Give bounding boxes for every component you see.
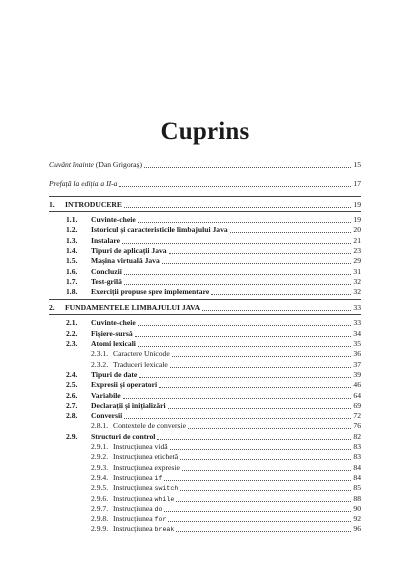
- code-keyword: if: [154, 474, 163, 482]
- page-number: 69: [353, 400, 361, 410]
- code-keyword: switch: [154, 485, 179, 493]
- entry-number: 2.2.: [66, 328, 78, 338]
- entry-title: Instrucțiunea etichetă: [113, 452, 179, 462]
- entry-title: Instalare: [91, 235, 120, 245]
- page-number: 96: [353, 524, 361, 534]
- section-entry: [49, 401, 361, 411]
- leader-dots: [176, 494, 351, 502]
- page-number: 19: [353, 200, 361, 209]
- subsection-entry: [49, 514, 361, 524]
- leader-dots: [135, 329, 352, 337]
- subsection-entry: [49, 473, 361, 483]
- page-number: 64: [353, 390, 361, 400]
- page-number: 35: [353, 339, 361, 348]
- section-entry: [49, 246, 361, 256]
- page-number: 39: [353, 369, 361, 379]
- entry-title: Instrucțiunea expresie: [113, 462, 180, 472]
- leader-dots: [172, 349, 352, 357]
- entry-title: Conversii: [91, 411, 123, 421]
- entry-title: Instrucțiunea for: [113, 514, 167, 524]
- page-number: 17: [353, 179, 361, 188]
- entry-number: 2.9.5.: [91, 483, 109, 493]
- leader-dots: [168, 514, 351, 522]
- entry-number: 2.6.: [66, 390, 78, 400]
- subsection-entry: [49, 421, 361, 431]
- subsection-entry: [49, 494, 361, 504]
- page-number: 72: [353, 411, 361, 421]
- entry-title: Prefață la ediția a II-a: [49, 179, 118, 188]
- entry-number: 2.3.: [66, 339, 78, 348]
- chapter-entry: [49, 303, 361, 313]
- front-matter-entry: [49, 179, 361, 189]
- front-matter-entry: [49, 160, 361, 170]
- leader-dots: [180, 483, 351, 491]
- entry-title: Cuvânt înainte (Dan Grigoraș): [49, 160, 143, 169]
- page-number: 85: [353, 483, 361, 493]
- page-number: 82: [353, 431, 361, 441]
- page-number: 34: [353, 328, 361, 338]
- page-number: 92: [353, 514, 361, 524]
- leader-dots: [119, 179, 351, 187]
- entry-title: FUNDAMENTELE LIMBAJULUI JAVA: [65, 303, 201, 313]
- entry-number: 1.1.: [66, 215, 78, 224]
- page-number: 23: [353, 245, 361, 255]
- entry-number: 1.6.: [66, 266, 78, 276]
- divider-rule: [49, 196, 361, 197]
- entry-title: Concluzii: [91, 266, 122, 276]
- entry-number: 1.5.: [66, 256, 78, 266]
- page-title: Cuprins: [160, 118, 250, 145]
- leader-dots: [169, 246, 352, 254]
- page-number: 37: [353, 359, 361, 369]
- subsection-entry: [49, 452, 361, 462]
- section-entry: [49, 411, 361, 421]
- entry-number: 1.3.: [66, 235, 78, 245]
- code-keyword: do: [154, 505, 163, 513]
- entry-number: 2.3.1.: [91, 349, 109, 359]
- code-keyword: while: [154, 495, 175, 503]
- section-entry: [49, 329, 361, 339]
- code-keyword: break: [154, 526, 175, 534]
- entry-author: (Dan Grigoraș): [95, 160, 143, 169]
- entry-number: 2.4.: [66, 369, 78, 379]
- section-entry: [49, 339, 361, 349]
- section-entry: [49, 236, 361, 246]
- section-entry: [49, 256, 361, 266]
- section-entry: [49, 287, 361, 297]
- entry-number: 2.9.8.: [91, 514, 109, 524]
- page-number: 33: [353, 318, 361, 328]
- leader-dots: [157, 432, 351, 440]
- entry-title: Cuvinte-cheie: [91, 215, 136, 224]
- entry-number: 2.9.9.: [91, 524, 109, 534]
- divider-rule: [49, 314, 361, 315]
- section-entry: [49, 215, 361, 225]
- section-entry: [49, 432, 361, 442]
- entry-number: 2.3.2.: [91, 359, 109, 369]
- leader-dots: [124, 411, 351, 419]
- subsection-entry: [49, 504, 361, 514]
- entry-title: Tipuri de date: [91, 369, 138, 379]
- section-entry: [49, 380, 361, 390]
- leader-dots: [162, 256, 352, 264]
- leader-dots: [164, 473, 351, 481]
- page-number: 88: [353, 493, 361, 503]
- chapter-entry: [49, 200, 361, 210]
- leader-dots: [159, 380, 351, 388]
- entry-number: 2.: [49, 303, 55, 313]
- page-number: 46: [353, 380, 361, 390]
- entry-title: Contextele de conversie: [113, 421, 186, 431]
- entry-title: Atomi lexicali: [91, 339, 136, 348]
- entry-number: 2.9.3.: [91, 462, 109, 472]
- entry-title: Cuvinte-cheie: [91, 318, 136, 328]
- leader-dots: [139, 370, 351, 378]
- leader-dots: [144, 160, 351, 168]
- page-number: 84: [353, 462, 361, 472]
- entry-title: Variabile: [91, 390, 121, 400]
- leader-dots: [124, 200, 351, 208]
- entry-title: Instrucțiunea break: [113, 524, 175, 534]
- entry-title: INTRODUCERE: [65, 200, 122, 209]
- page-number: 32: [353, 287, 361, 297]
- leader-dots: [182, 463, 352, 471]
- entry-number: 1.8.: [66, 287, 78, 297]
- page-number: 32: [353, 276, 361, 286]
- leader-dots: [168, 401, 352, 409]
- leader-dots: [170, 360, 352, 368]
- leader-dots: [176, 524, 351, 532]
- section-entry: [49, 370, 361, 380]
- leader-dots: [122, 236, 351, 244]
- page-number: 15: [353, 160, 361, 169]
- entry-number: 2.9.: [66, 431, 78, 441]
- entry-title: Structuri de control: [91, 431, 156, 441]
- page-number: 31: [353, 266, 361, 276]
- page-number: 76: [353, 421, 361, 431]
- subsection-entry: [49, 483, 361, 493]
- entry-number: 2.9.6.: [91, 493, 109, 503]
- leader-dots: [230, 225, 352, 233]
- subsection-entry: [49, 524, 361, 534]
- entry-title: Instrucțiunea vidă: [113, 442, 168, 451]
- entry-number: 2.9.7.: [91, 503, 109, 513]
- entry-number: 2.9.4.: [91, 472, 109, 482]
- entry-number: 2.5.: [66, 380, 78, 390]
- leader-dots: [164, 504, 351, 512]
- page-number: 36: [353, 349, 361, 359]
- entry-title: Traduceri lexicale: [113, 359, 168, 369]
- entry-title: Caractere Unicode: [113, 349, 170, 359]
- page-number: 20: [353, 225, 361, 235]
- section-entry: [49, 267, 361, 277]
- page-number: 90: [353, 503, 361, 513]
- leader-dots: [211, 287, 351, 295]
- section-entry: [49, 225, 361, 235]
- leader-dots: [124, 267, 352, 275]
- subsection-entry: [49, 349, 361, 359]
- subsection-entry: [49, 442, 361, 452]
- page-number: 19: [353, 215, 361, 224]
- leader-dots: [138, 318, 352, 326]
- page-number: 21: [353, 235, 361, 245]
- leader-dots: [124, 277, 351, 285]
- entry-title: Istoricul și caracteristicile limbajului Java: [91, 225, 228, 235]
- divider-rule: [49, 299, 361, 300]
- page-number: 83: [353, 442, 361, 451]
- entry-number: 2.7.: [66, 400, 78, 410]
- code-keyword: for: [154, 516, 167, 524]
- leader-dots: [138, 215, 352, 223]
- leader-dots: [123, 391, 352, 399]
- leader-dots: [202, 303, 351, 311]
- entry-title: Declarații și inițializări: [91, 400, 166, 410]
- entry-number: 2.1.: [66, 318, 78, 328]
- entry-number: 2.9.2.: [91, 452, 109, 462]
- entry-title: Instrucțiunea switch: [113, 483, 179, 493]
- entry-title: Instrucțiunea if: [113, 472, 163, 482]
- entry-title: Fișiere-sursă: [91, 328, 133, 338]
- section-entry: [49, 277, 361, 287]
- page-number: 84: [353, 472, 361, 482]
- page-number: 29: [353, 256, 361, 266]
- entry-number: 1.4.: [66, 245, 78, 255]
- entry-title: Tipuri de aplicații Java: [91, 245, 167, 255]
- entry-number: 2.9.1.: [91, 442, 109, 451]
- entry-title: Test-grilă: [91, 276, 122, 286]
- entry-number: 1.2.: [66, 225, 78, 235]
- entry-title: Exerciții propuse spre implementare: [91, 287, 210, 297]
- section-entry: [49, 391, 361, 401]
- entry-title: Instrucțiunea while: [113, 493, 175, 503]
- entry-title: Instrucțiunea do: [113, 503, 163, 513]
- entry-number: 1.: [49, 200, 55, 209]
- entry-number: 2.8.: [66, 411, 78, 421]
- leader-dots: [188, 421, 351, 429]
- page-number: 33: [353, 303, 361, 313]
- leader-dots: [170, 442, 352, 450]
- entry-title: Expresii și operatori: [91, 380, 158, 390]
- entry-number: 1.7.: [66, 276, 78, 286]
- page-number: 83: [353, 452, 361, 462]
- entry-number: 2.8.1.: [91, 421, 109, 431]
- leader-dots: [180, 452, 351, 460]
- section-entry: [49, 318, 361, 328]
- entry-title: Mașina virtuală Java: [91, 256, 160, 266]
- subsection-entry: [49, 360, 361, 370]
- subsection-entry: [49, 463, 361, 473]
- leader-dots: [138, 339, 351, 347]
- divider-rule: [49, 211, 361, 212]
